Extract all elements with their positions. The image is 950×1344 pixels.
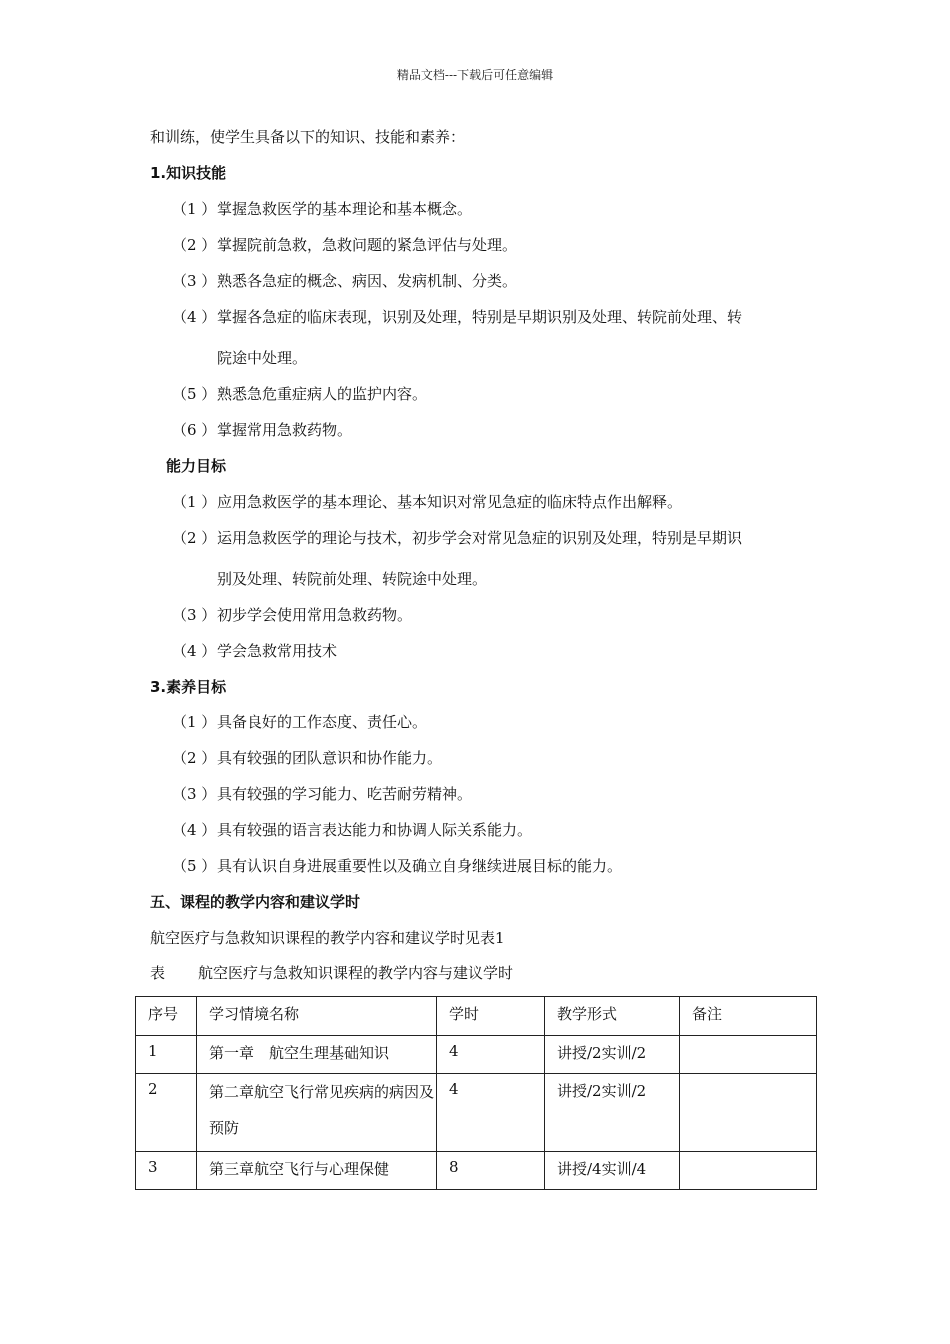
item-text: 学会急救常用技术 <box>217 642 338 660</box>
table-row <box>136 1152 817 1190</box>
item-number: （4 ） <box>172 308 217 326</box>
header-cell: 学习情境名称 <box>197 997 437 1036</box>
table-caption-text: 航空医疗与急救知识课程的教学内容与建议学时 <box>198 964 514 982</box>
table-cell: 讲授/2实训/2 <box>545 1036 680 1074</box>
item-number: （3 ） <box>172 272 217 290</box>
item-text: 具有较强的学习能力、吃苦耐劳精神。 <box>217 785 473 803</box>
item-number: （5 ） <box>172 857 217 875</box>
table-cell: 讲授/4实训/4 <box>545 1152 680 1190</box>
list-item <box>172 784 472 804</box>
item-text: 运用急救医学的理论与技术，初步学会对常见急症的识别及处理，特别是早期识 <box>217 529 743 547</box>
item-text: 应用急救医学的基本理论、基本知识对常见急症的临床特点作出解释。 <box>217 493 683 511</box>
list-item <box>172 820 532 840</box>
item-number: （2 ） <box>172 236 217 254</box>
item-text: 熟悉急危重症病人的监护内容。 <box>217 385 428 403</box>
table-cell: 3 <box>136 1152 197 1190</box>
header-cell: 教学形式 <box>545 997 680 1036</box>
item-text: 具有较强的语言表达能力和协调人际关系能力。 <box>217 821 533 839</box>
item-number: （6 ） <box>172 421 217 439</box>
page-header: 精品文档---下载后可任意编辑 <box>396 68 554 82</box>
item-text: 掌握急救医学的基本理论和基本概念。 <box>217 200 473 218</box>
table-cell: 4 <box>437 1036 545 1074</box>
item-number: （2 ） <box>172 749 217 767</box>
item-number: （1 ） <box>172 713 217 731</box>
item-number: （4 ） <box>172 642 217 660</box>
list-item <box>172 235 517 255</box>
table-row <box>136 1074 817 1152</box>
item-number: （3 ） <box>172 606 217 624</box>
table-row <box>136 1036 817 1074</box>
table-cell: 2 <box>136 1074 197 1152</box>
item-number: （5 ） <box>172 385 217 403</box>
list-item <box>172 492 682 512</box>
list-item <box>172 528 742 548</box>
item-text: 熟悉各急症的概念、病因、发病机制、分类。 <box>217 272 518 290</box>
table-cell: 4 <box>437 1074 545 1152</box>
list-item <box>172 605 412 625</box>
list-item <box>172 384 427 404</box>
heading-section5: 五、课程的教学内容和建议学时 <box>150 893 361 911</box>
item-number: （2 ） <box>172 529 217 547</box>
table-cell: 第三章航空飞行与心理保健 <box>197 1152 437 1190</box>
schedule-table <box>135 996 817 1190</box>
list-item <box>172 307 742 327</box>
list-item <box>172 856 622 876</box>
list-item <box>172 199 472 219</box>
intro-text: 和训练，使学生具备以下的知识、技能和素养： <box>150 128 466 146</box>
list-item <box>172 420 352 440</box>
item-number: （1 ） <box>172 493 217 511</box>
header-cell: 序号 <box>136 997 197 1036</box>
table-cell: 8 <box>437 1152 545 1190</box>
table-cell <box>680 1074 817 1152</box>
wrapped-cell-text: 第二章航空飞行常见疾病的病因及预防 <box>209 1083 435 1137</box>
table-caption <box>150 963 513 983</box>
heading-knowledge: 1.知识技能 <box>150 164 227 182</box>
item-continuation: 别及处理、转院前处理、转院途中处理。 <box>217 570 488 588</box>
header-cell: 学时 <box>437 997 545 1036</box>
item-text: 掌握各急症的临床表现，识别及处理，特别是早期识别及处理、转院前处理、转 <box>217 308 743 326</box>
item-continuation: 院途中处理。 <box>217 349 308 367</box>
table-cell: 讲授/2实训/2 <box>545 1074 680 1152</box>
table-cell <box>680 1036 817 1074</box>
list-item <box>172 748 442 768</box>
table-cell <box>680 1152 817 1190</box>
item-text: 掌握院前急救，急救问题的紧急评估与处理。 <box>217 236 518 254</box>
table-cell: 第一章 航空生理基础知识 <box>197 1036 437 1074</box>
table-caption-label: 表 <box>150 964 166 982</box>
list-item <box>172 641 337 661</box>
item-number: （1 ） <box>172 200 217 218</box>
header-cell: 备注 <box>680 997 817 1036</box>
item-number: （4 ） <box>172 821 217 839</box>
table-header-row <box>136 997 817 1036</box>
section5-paragraph: 航空医疗与急救知识课程的教学内容和建议学时见表1 <box>150 929 505 947</box>
table-cell: 1 <box>136 1036 197 1074</box>
item-number: （3 ） <box>172 785 217 803</box>
heading-ability: 能力目标 <box>166 457 227 475</box>
item-text: 掌握常用急救药物。 <box>217 421 353 439</box>
list-item <box>172 271 517 291</box>
item-text: 具有较强的团队意识和协作能力。 <box>217 749 443 767</box>
heading-quality: 3.素养目标 <box>150 678 227 696</box>
item-text: 初步学会使用常用急救药物。 <box>217 606 413 624</box>
table-cell <box>197 1074 437 1152</box>
item-text: 具备良好的工作态度、责任心。 <box>217 713 428 731</box>
item-text: 具有认识自身进展重要性以及确立自身继续进展目标的能力。 <box>217 857 623 875</box>
list-item <box>172 712 427 732</box>
